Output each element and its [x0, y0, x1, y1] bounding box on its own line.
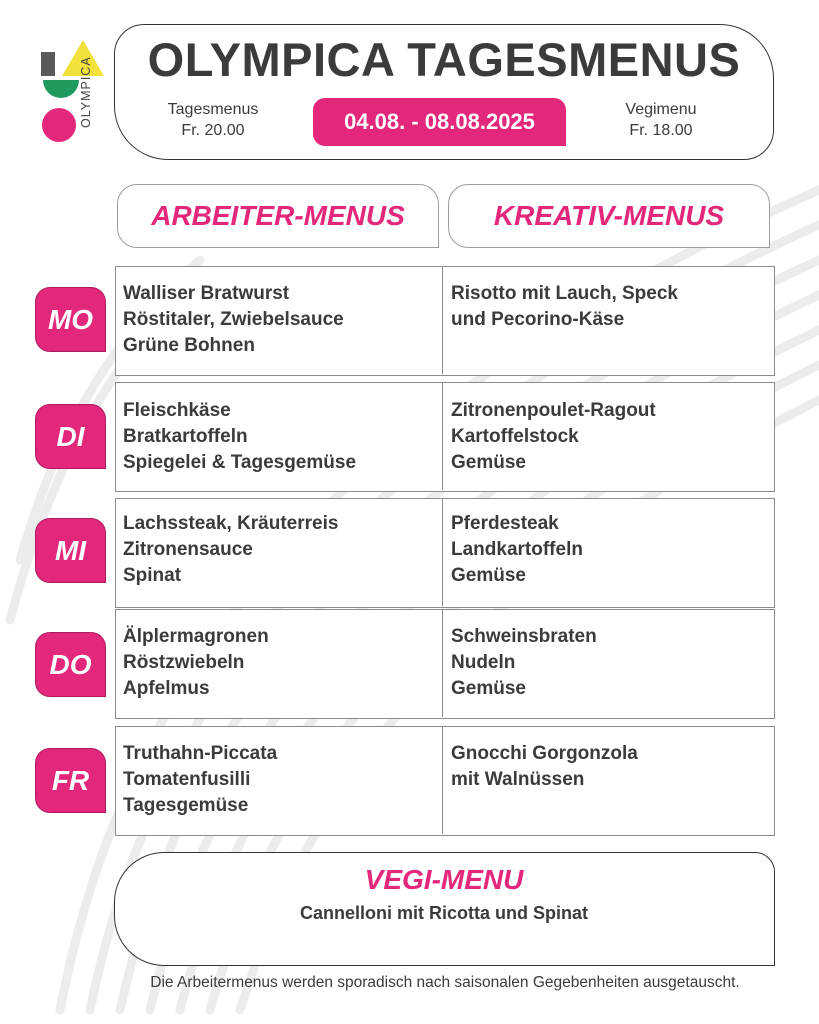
row-divider — [442, 266, 443, 374]
kreativ-menu-mi: Pferdesteak Landkartoffeln Gemüse — [451, 513, 583, 586]
arbeiter-menu-mi: Lachssteak, Kräuterreis Zitronensauce Spinat — [123, 513, 339, 586]
vegimenu-price-block — [600, 99, 722, 141]
column-header-arbeiter: ARBEITER-MENUS — [117, 184, 439, 248]
day-tab-fr: FR — [35, 748, 106, 813]
day-tab-mo: MO — [35, 287, 106, 352]
vegi-menu-dish: Cannelloni mit Ricotta und Spinat — [300, 903, 588, 923]
arbeiter-menu-di: Fleischkäse Bratkartoffeln Spiegelei & Tagesgemüse — [123, 400, 357, 473]
day-tab-mi: MI — [35, 518, 106, 583]
page-title: OLYMPICA TAGESMENUS — [147, 33, 741, 86]
day-tab-do: DO — [35, 632, 106, 697]
kreativ-menu-di: Zitronenpoulet-Ragout Kartoffelstock Gemüse — [451, 400, 656, 473]
tagesmenu-price-block — [150, 99, 276, 141]
logo-wordmark: OLYMPICA — [79, 56, 93, 128]
kreativ-menu-do: Schweinsbraten Nudeln Gemüse — [451, 626, 597, 699]
vegimenu-label: Vegimenu — [625, 101, 697, 118]
date-range-badge: 04.08. - 08.08.2025 — [313, 98, 566, 146]
row-divider — [442, 498, 443, 606]
day-tab-di: DI — [35, 404, 106, 469]
row-divider — [442, 609, 443, 717]
logo-gray-bar — [41, 52, 55, 76]
vegimenu-price: Fr. 18.00 — [629, 122, 693, 139]
arbeiter-menu-do: Älplermagronen Röstzwiebeln Apfelmus — [123, 626, 269, 699]
kreativ-menu-fr: Gnocchi Gorgonzola mit Walnüssen — [451, 743, 638, 790]
kreativ-menu-mo: Risotto mit Lauch, Speck und Pecorino-Käse — [451, 283, 678, 330]
arbeiter-menu-mo: Walliser Bratwurst Röstitaler, Zwiebelsauce Grüne Bohnen — [123, 283, 344, 356]
tagesmenu-label: Tagesmenus — [167, 101, 259, 118]
logo-green-half-circle — [43, 80, 79, 98]
row-divider — [442, 726, 443, 834]
row-divider — [442, 382, 443, 490]
logo-pink-circle — [42, 108, 76, 142]
footer-note: Die Arbeitermenus werden sporadisch nach saisonalen Gegebenheiten ausgetauscht. — [150, 974, 740, 991]
column-header-kreativ: KREATIV-MENUS — [448, 184, 770, 248]
vegi-menu-title: VEGI-MENU — [364, 864, 524, 895]
arbeiter-menu-fr: Truthahn-Piccata Tomatenfusilli Tagesgemüse — [123, 743, 278, 816]
tagesmenu-price: Fr. 20.00 — [181, 122, 245, 139]
